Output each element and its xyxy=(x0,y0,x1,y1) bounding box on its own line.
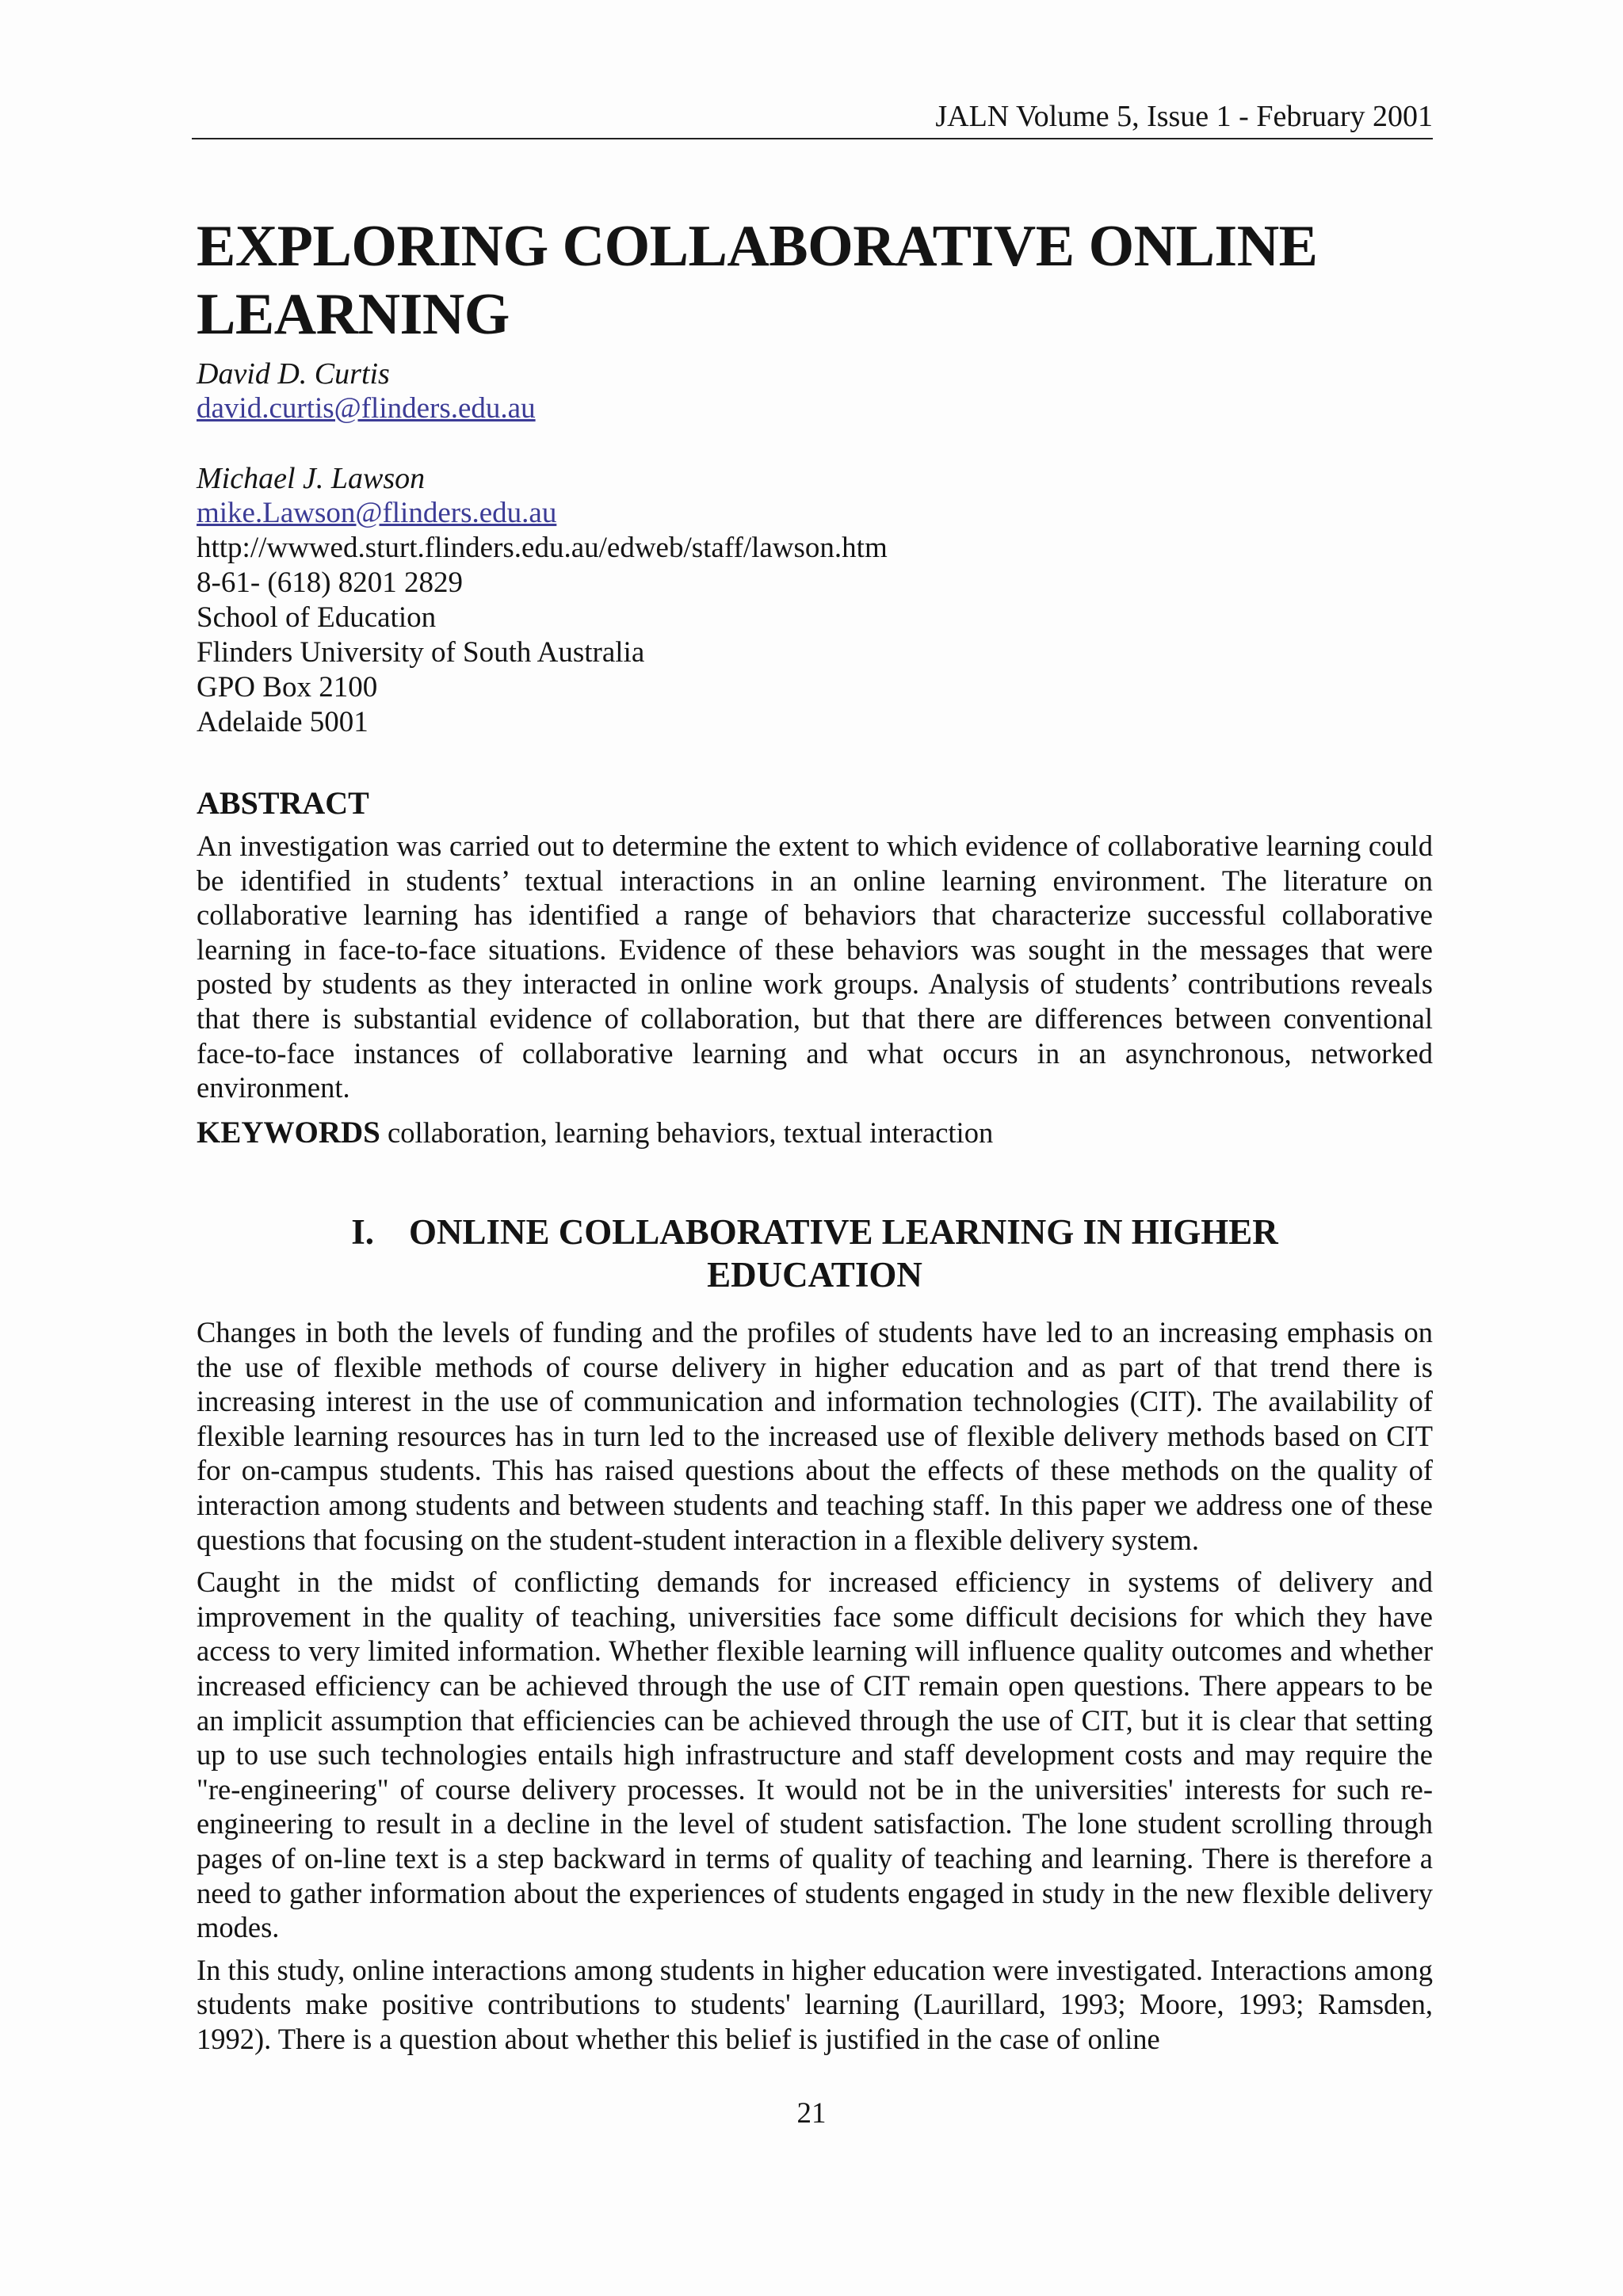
keywords-label: KEYWORDS xyxy=(197,1116,380,1150)
section-heading xyxy=(197,1211,1433,1296)
keywords xyxy=(197,1116,1433,1150)
author-1 xyxy=(197,357,1433,426)
author-name: David D. Curtis xyxy=(197,357,390,391)
abstract-heading: ABSTRACT xyxy=(197,785,369,821)
author-url: http://wwwed.sturt.flinders.edu.au/edweb/staff/lawson.htm xyxy=(197,532,888,564)
author-city: Adelaide 5001 xyxy=(197,706,369,738)
section-body xyxy=(197,1315,1433,2064)
author-po-box: GPO Box 2100 xyxy=(197,671,378,704)
author-phone: 8-61- (618) 8201 2829 xyxy=(197,566,464,599)
title-line-2: LEARNING xyxy=(197,282,510,347)
title-line-1: EXPLORING COLLABORATIVE ONLINE xyxy=(197,214,1318,279)
author-email-link[interactable]: mike.Lawson@flinders.edu.au xyxy=(197,497,557,529)
paragraph: In this study, online interactions among students in higher education were investigated. Interactions among students make positive contributions to students' learning (Laurillard, 1993; Moore, 1993; Ramsden, 1992). There is a question about whether this belief is justified in the case of online xyxy=(197,1953,1433,2055)
abstract-text: An investigation was carried out to determine the extent to which evidence of collaborative learning could be identified in students’ textual interactions in an online learning environment. The literature on collaborative learning has identified a range of behaviors that characterize successful collaborative learning in face-to-face situations. Evidence of these behaviors was sought in the messages that were posted by students as they interacted in online work groups. Analysis of students’ contributions reveals that there is substantial evidence of collaboration, but that there are differences between conventional face-to-face instances of collaborative learning and what occurs in an asynchronous, networked environment. xyxy=(197,830,1433,1104)
author-2 xyxy=(197,461,1433,740)
author-name: Michael J. Lawson xyxy=(197,462,426,495)
section-number: I. xyxy=(351,1212,374,1252)
keywords-text: collaboration, learning behaviors, textual interaction xyxy=(388,1116,994,1149)
running-header: JALN Volume 5, Issue 1 - February 2001 xyxy=(192,98,1433,139)
abstract-body xyxy=(197,829,1433,1105)
section-title-line-2: EDUCATION xyxy=(707,1255,922,1295)
paragraph: Changes in both the levels of funding and the profiles of students have led to an increasing emphasis on the use of flexible methods of course delivery in higher education and as part of that trend there is increasing interest in the use of communication and information technologies (CIT). The availability of flexible learning resources has in turn led to the increased use of flexible delivery methods based on CIT for on-campus students. This has raised questions about the effects of these methods on the quality of interaction among students and between students and teaching staff. In this paper we address one of these questions that focusing on the student-student interaction in a flexible delivery system. xyxy=(197,1316,1433,1556)
page-number: 21 xyxy=(796,2097,827,2130)
section-title-line-1: ONLINE COLLABORATIVE LEARNING IN HIGHER xyxy=(408,1212,1278,1252)
author-department: School of Education xyxy=(197,601,437,634)
author-university: Flinders University of South Australia xyxy=(197,636,645,669)
paper-title xyxy=(197,212,1433,349)
author-email-link[interactable]: david.curtis@flinders.edu.au xyxy=(197,392,536,425)
author-list xyxy=(197,357,1433,775)
paragraph: Caught in the midst of conflicting demands for increased efficiency in systems of delivery and improvement in the quality of teaching, universities face some difficult decisions for which they have access to very limited information. Whether flexible learning will influence quality outcomes and whether increased efficiency can be achieved through the use of CIT remain open questions. There appears to be an implicit assumption that efficiencies can be achieved through the use of CIT, but it is clear that setting up to use such technologies entails high infrastructure and staff development costs and may require the "re-engineering" of course delivery processes. It would not be in the universities' interests for such re-engineering to result in a decline in the level of student satisfaction. The lone student scrolling through pages of on-line text is a step backward in terms of quality of teaching and learning. There is therefore a need to gather information about the experiences of students engaged in study in the new flexible delivery modes. xyxy=(197,1566,1433,1944)
